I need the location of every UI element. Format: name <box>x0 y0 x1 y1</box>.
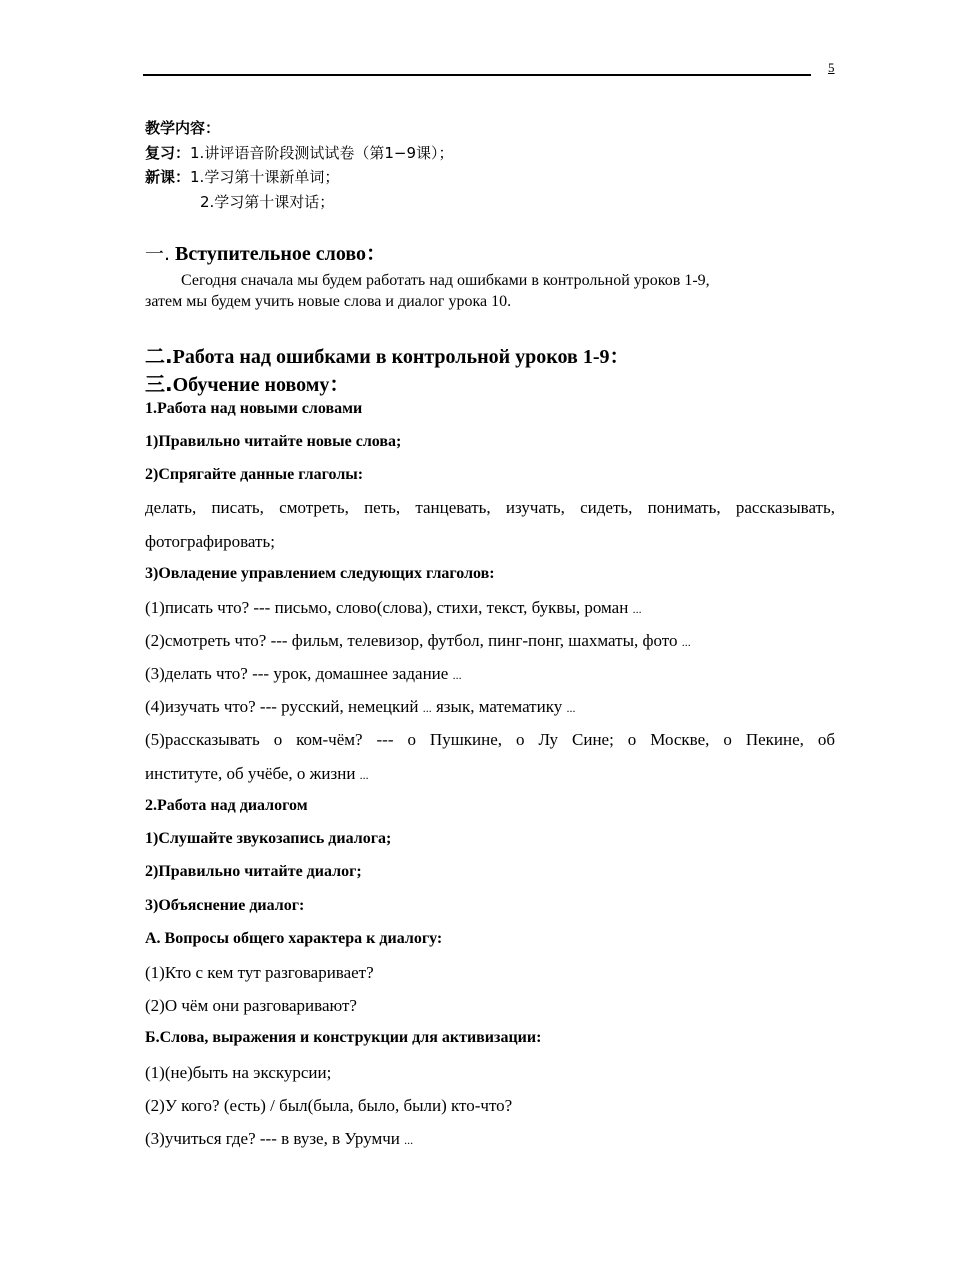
page-number: 5 <box>828 60 835 75</box>
activation-item-1: (1)(не)быть на экскурсии; <box>145 1063 332 1082</box>
section2-heading: 二.Работа над ошибками в контрольной уроков 1-9： <box>145 344 630 368</box>
subheading-activation: Б.Слова, выражения и конструкции для активизации: <box>145 1029 542 1046</box>
plan-review-line: 复习：1.讲评语音阶段测试试卷（第1−9课）； <box>145 144 454 162</box>
government-item-2: (2)смотреть что? --- фильм, телевизор, футбол, пинг-понг, шахматы, фото ... <box>145 631 691 650</box>
verb-list-line1: делать, писать, смотреть, петь, танцевать, изучать, сидеть, понимать, рассказывать, <box>145 498 835 517</box>
task-conjugate: 2)Спрягайте данные глаголы: <box>145 466 364 483</box>
government-item-5-line1: (5)рассказывать о ком-чём? --- о Пушкине, о Лу Сине; о Москве, о Пекине, об <box>145 730 835 749</box>
government-item-5-line2: институте, об учёбе, о жизни ... <box>145 764 369 783</box>
task-read-words: 1)Правильно читайте новые слова; <box>145 433 402 450</box>
section1-paragraph: Сегодня сначала мы будем работать над ошибками в контрольной уроков 1-9, затем мы будем учить новые слова и диалог урока 10. <box>145 272 710 310</box>
plan-new-line: 新课：1.学习第十课新单词； <box>145 168 340 186</box>
subheading-general-questions: А. Вопросы общего характера к диалогу: <box>145 930 443 947</box>
header-rule <box>143 74 811 76</box>
task-read-dialogue: 2)Правильно читайте диалог; <box>145 863 362 880</box>
verb-list-line2: фотографировать; <box>145 532 275 551</box>
activation-item-2: (2)У кого? (есть) / был(была, было, были) кто-что? <box>145 1096 513 1115</box>
task-government: 3)Овладение управлением следующих глаголов: <box>145 565 495 582</box>
section3-heading: 三.Обучение новому： <box>145 372 350 396</box>
activation-item-3: (3)учиться где? --- в вузе, в Урумчи ... <box>145 1129 414 1148</box>
task-listen-dialogue: 1)Слушайте звукозапись диалога; <box>145 830 392 847</box>
government-item-1: (1)писать что? --- письмо, слово(слова), стихи, текст, буквы, роман ... <box>145 598 642 617</box>
question-2: (2)О чём они разговаривают? <box>145 996 357 1015</box>
government-item-3: (3)делать что? --- урок, домашнее задание ... <box>145 664 462 683</box>
plan-new-item2: 2.学习第十课对话； <box>200 193 335 211</box>
task-explain-dialogue: 3)Объяснение диалог: <box>145 897 305 914</box>
question-1: (1)Кто с кем тут разговаривает? <box>145 963 374 982</box>
government-item-4: (4)изучать что? --- русский, немецкий ... язык, математику ... <box>145 697 576 716</box>
section1-heading: 一. Вступительное слово： <box>145 243 387 265</box>
plan-heading: 教学内容： <box>145 119 221 137</box>
subheading-new-words: 1.Работа над новыми словами <box>145 400 363 417</box>
subheading-dialogue: 2.Работа над диалогом <box>145 797 308 814</box>
